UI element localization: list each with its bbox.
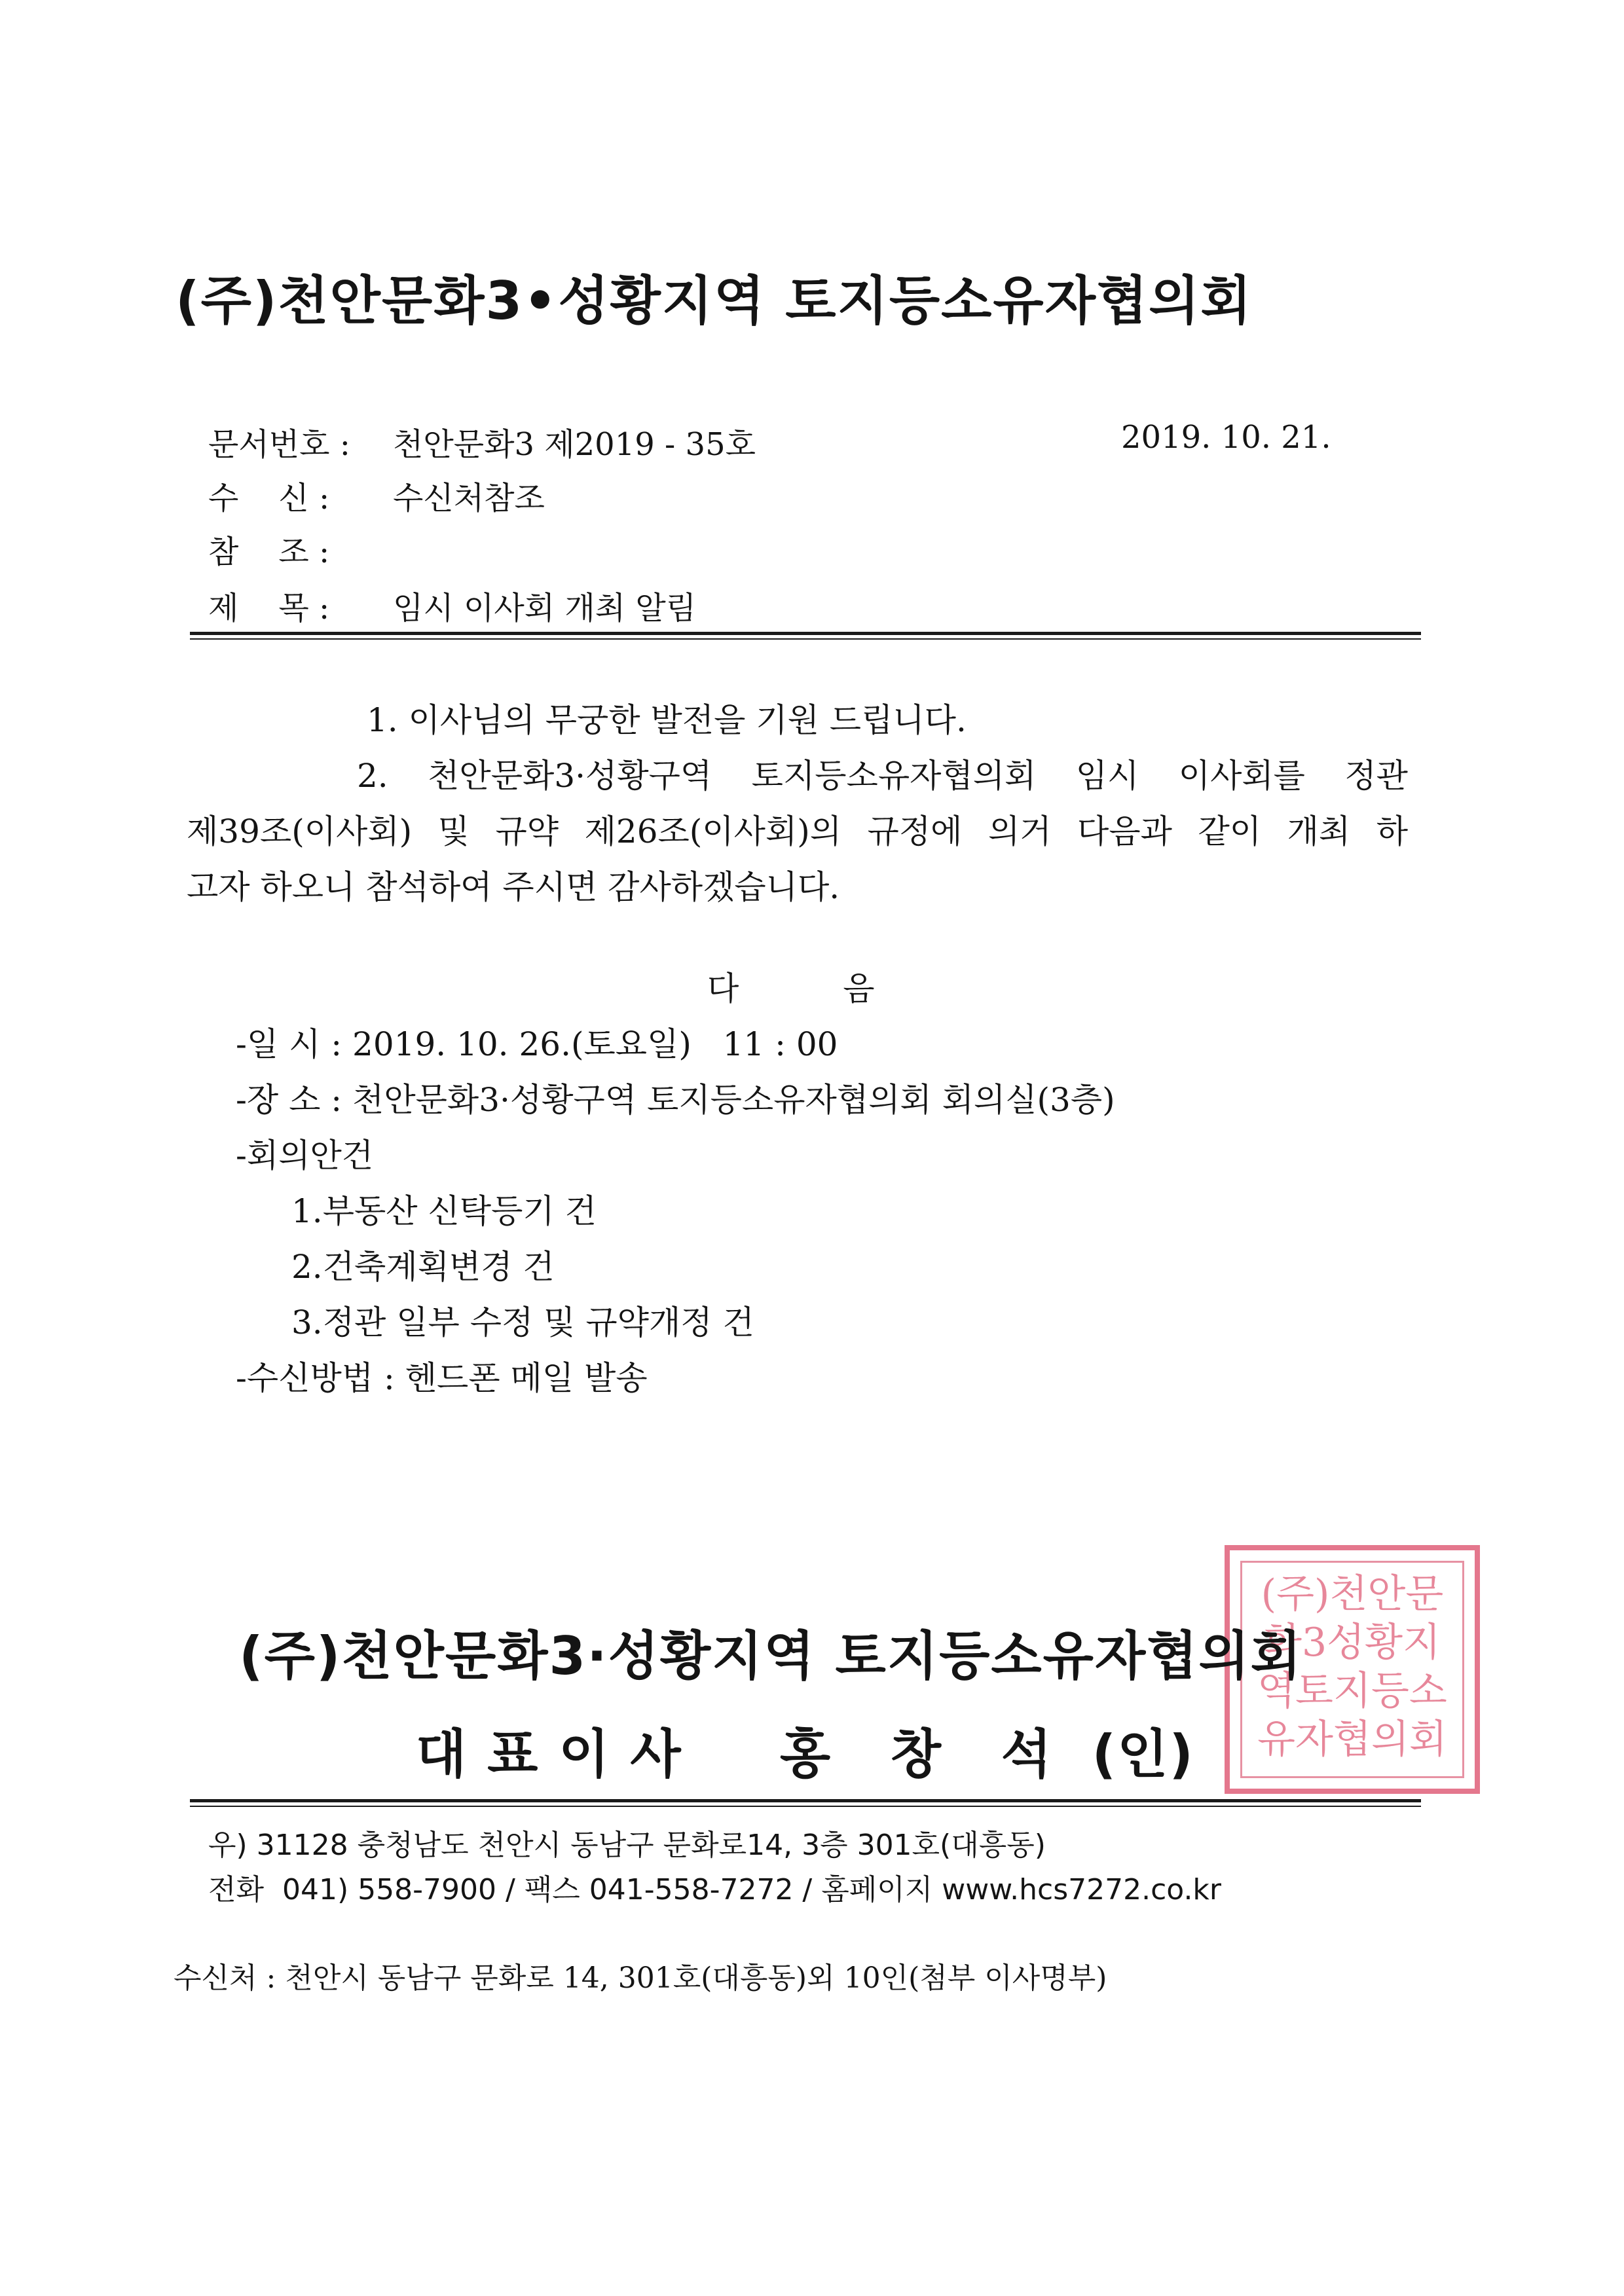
header-divider-thick <box>190 632 1421 635</box>
recipient-value: 수신처참조 <box>393 480 545 517</box>
agenda-item: 1.부동산 신탁등기 건 <box>291 1192 597 1230</box>
footer-address: 우) 31128 충청남도 천안시 동남구 문화로14, 3층 301호(대흥동) <box>208 1829 1046 1862</box>
details-heading: 다 음 <box>707 970 875 1008</box>
reference-label: 참 조 : <box>208 534 330 570</box>
paragraph-1: 1. 이사님의 무궁한 발전을 기원 드립니다. <box>367 701 967 739</box>
details-datetime: -일 시 : 2019. 10. 26.(토요일) 11 : 00 <box>236 1025 838 1063</box>
signature-org-name: (주)천안문화3·성황지역 토지등소유자협의회 <box>239 1626 1303 1686</box>
details-place: -장 소 : 천안문화3·성황구역 토지등소유자협의회 회의실(3층) <box>236 1081 1115 1119</box>
document-title: (주)천안문화3•성황지역 토지등소유자협의회 <box>175 270 1253 331</box>
agenda-item: 3.정관 일부 수정 및 규약개정 건 <box>291 1303 754 1341</box>
header-divider-thin <box>190 638 1421 640</box>
recipients-list: 수신처 : 천안시 동남구 문화로 14, 301호(대흥동)외 10인(첨부 이사명부) <box>174 1961 1107 1995</box>
paragraph-2-line-1: 2. 천안문화3·성황구역 토지등소유자협의회 임시 이사회를 정관 <box>357 757 1408 795</box>
footer-divider-thick <box>190 1799 1421 1802</box>
doc-number-label: 문서번호 : <box>208 426 350 463</box>
subject-value: 임시 이사회 개최 알림 <box>393 590 697 627</box>
receive-method: -수신방법 : 헨드폰 메일 발송 <box>236 1359 648 1397</box>
subject-label: 제 목 : <box>208 590 330 627</box>
doc-number-value: 천안문화3 제2019 - 35호 <box>393 426 756 463</box>
seal-text: (주)천안문화3성황지역토지등소유자협의회 <box>1257 1571 1447 1762</box>
agenda-item: 2.건축계획변경 건 <box>291 1248 555 1286</box>
footer-contact: 전화 041) 558-7900 / 팩스 041-558-7272 / 홈페이지 www.hcs7272.co.kr <box>208 1873 1222 1906</box>
recipient-label: 수 신 : <box>208 480 330 517</box>
paragraph-2-line-2: 제39조(이사회) 및 규약 제26조(이사회)의 규정에 의거 다음과 같이 개최 하 <box>187 812 1408 850</box>
agenda-label: -회의안건 <box>236 1137 374 1175</box>
signature-representative: 대 표 이 사 홍 창 석 (인) <box>416 1724 1194 1785</box>
doc-date: 2019. 10. 21. <box>1121 419 1331 456</box>
footer-divider-thin <box>190 1806 1421 1807</box>
paragraph-2-line-3: 고자 하오니 참석하여 주시면 감사하겠습니다. <box>187 868 840 906</box>
